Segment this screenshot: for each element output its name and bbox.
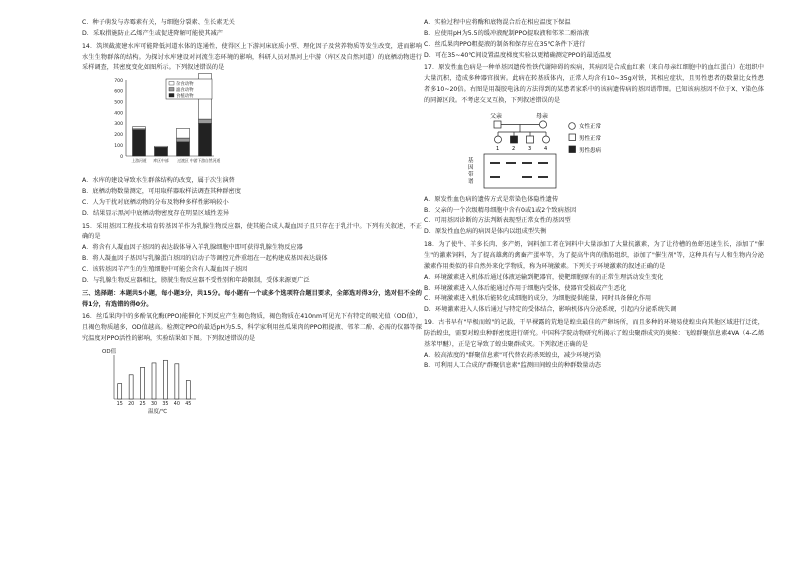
q14-ytick-label: 300 (114, 122, 123, 128)
q15-stem: 15．采用基因工程技术培育转基因羊作为乳腺生物反应器，使其能合成人凝血因子且只存在于乳汁中。下列有关叙述，不正确的是 (82, 222, 422, 241)
q14-bar-食植动物 (133, 130, 146, 156)
q17-option-c: C．可用基因诊断的方法判断表现型正常女性的基因型 (424, 217, 571, 225)
q18-option-a: A．环境激素进入机体后通过体液运输到靶器官，使靶细胞原有的正常生理活动发生变化 (424, 273, 664, 281)
q16-bar (129, 375, 133, 399)
q14-stem: 14．筑坝截流建水库可能降低河道水体的连通性，使得区上下游河床底质小型、理化因子及营养物质等发生改变，进而影响水生生物群落的结构。为探讨水库建设对河流生态环境的影响，科研人员对黑河上中游（库区及自然河道）的底栖动物进行采样调查，其密度变化如图所示。下列叙述错误的是 (82, 42, 422, 72)
q14-bar-食植动物 (155, 148, 168, 156)
pedigree-father-symbol (494, 121, 501, 128)
gene-band-label-2: 因 (468, 164, 474, 171)
q14-bar-滤食动物 (177, 138, 190, 142)
q16-xtick-label: 45 (185, 401, 192, 407)
q14-option-d: D．结果显示黑河中底栖动物密度存在明显区域性差异 (82, 209, 230, 217)
q14-legend-swatch (169, 82, 174, 86)
pedigree-num-4: 4 (544, 145, 548, 152)
q17-stem: 17．原发性血色病是一种单基因遗传性铁代谢障碍的疾病，其病因是合成血红素（来自母亲红细胞中的血红蛋白）在组织中大量沉积，造成多种器官损害。此病在转基质体内，正常人均含有10~35g对铁，其相应症状，且男性患者的数量比女性患者多10~20倍。右图是用凝胶电泳的方法得到的某患者家系中的该病遗传病的基因谱带图。已知该病基因不位于X、Y染色体的同源区段。不考虑交叉互换，下列叙述错误的是 (424, 64, 764, 104)
q14-ytick-label: 100 (114, 144, 123, 150)
q13-option-c: C．种子萌发与赤霉素有关，与细胞分裂素、生长素无关 (82, 19, 235, 26)
section-3-heading: 三、选择题：本题共5小题，每小题3分，共15分。每小题有一个或多个选项符合题目要求，全部选对得3分，选对但不全的得1分，有选错的得0分。 (82, 289, 422, 308)
left-column (82, 18, 422, 417)
q19-option-b: B．可利用人工合成的"群聚信息素"监测田间蝗虫的种群数量动态 (424, 362, 601, 370)
q15-option-d: D．与乳腺生物反应器相比，膀胱生物反应器不受性别和年龄限制，受体来源更广泛 (82, 276, 310, 284)
q15-option-b: B．将人凝血因子基因与乳腺蛋白基因的启动子等调控元件重组在一起构建成基因表达载体 (82, 255, 328, 263)
q14-bar-滤食动物 (199, 119, 212, 123)
q16-xtick-label: 40 (173, 401, 180, 407)
q14-xtick-label: 上游河道 (131, 158, 147, 164)
q14-option-c: C．人为干扰对底栖动物的分布及物种多样性影响较小 (82, 198, 229, 206)
q14-xtick-label: 过渡区 (177, 158, 189, 164)
q18-option-d: D．环境激素进入人体后通过与特定的受体结合，影响机体内分泌系统，引起内分泌系统失调 (424, 306, 677, 314)
legend-male-affected: 男性患病 (579, 147, 602, 154)
pedigree-num-1: 1 (496, 145, 500, 152)
gene-band-label-4: 谱 (468, 178, 474, 185)
q16-stem: 16．丝瓜果肉中的多酚氧化酶(PPO)能催化下列反应产生褐色物质，褐色物质在410nm可见光下有特定的吸光值（OD值），且褐色物质越多，OD值越高。检测定PPO的最适pH为5.5，科学家利用丝瓜果肉的PPO粗提液、邻苯二酚、必需的仪器等探究温度对PPO活性的影响，实验结果如下图。下列叙述错误的是 (82, 313, 422, 343)
q16-xtick-label: 35 (162, 401, 169, 407)
q16-option-d: D．可在35~40℃间设置温度梯度实验以更精确测定PPO的最适温度 (424, 51, 612, 59)
q14-legend-swatch (169, 88, 174, 92)
q14-xtick-label: 中游下游自然河道 (189, 158, 221, 164)
q16-bar (163, 360, 167, 399)
q16-xtick-label: 20 (128, 401, 135, 407)
q16-option-c: C．丝瓜果肉PPO粗提液的制备和保存应在35℃条件下进行 (424, 40, 586, 48)
pedigree-child-1 (495, 136, 502, 143)
pedigree-father-label: 父亲 (490, 112, 503, 120)
q14-bar-杂食动物 (155, 146, 168, 147)
q16-bar (141, 367, 145, 399)
q14-option-b: B．底栖动物数量测定，可用取样器取样法调查其种群密度 (82, 188, 241, 196)
q17-option-b: B．父亲的一个次级精母细胞中含有0或1或2个致病基因 (424, 206, 577, 214)
q14-xtick-label: 库区中部 (153, 158, 169, 164)
q14-ytick-label: 0 (120, 155, 123, 161)
q14-ytick-label: 500 (114, 100, 123, 106)
pedigree-figure (454, 110, 764, 192)
q16-bar (175, 364, 179, 399)
q14-ytick-label: 200 (114, 133, 123, 139)
q18-option-c: C．环境激素进入机体后能转化成细胞的成分，为细胞提供能量，同时具备催化作用 (424, 295, 652, 303)
q16-bar (118, 383, 122, 398)
q15-option-a: A．将含有人凝血因子基因的表达载体导入羊乳腺细胞中即可获得乳腺生物反应器 (82, 244, 303, 252)
legend-female-normal-symbol (569, 122, 576, 129)
q14-legend-label: 食植动物 (176, 94, 194, 100)
gene-band-panel (484, 154, 556, 188)
q16-chart (100, 347, 422, 415)
q15-option-c: C．该转基因羊产生的生殖细胞中可能会含有人凝血因子基因 (82, 265, 248, 273)
pedigree-child-3 (527, 136, 534, 143)
pedigree-num-2: 2 (512, 145, 516, 152)
q14-legend-label: 杂食动物 (176, 82, 194, 88)
pedigree-child-2 (511, 136, 518, 143)
q13-option-d: D．采取措施防止乙烯产生或促进降解可能使其减产 (82, 29, 223, 37)
pedigree-child-4 (543, 136, 550, 143)
q18-stem: 18．为了使牛、羊多长肉、多产奶，饲料加工者在饲料中大量添加了大量抗激素，为了让待槽的鱼虾迅速生长，添加了"催生"的激素饲料，为了提高雄禽的禽畜产蛋率等，为了提高牛肉的脂肪组织，添加了"催生剂"等，这种具有与人和生物内分泌激素作用类似的非自然外来化学物质，称为环境激素。下列关于环境激素的叙述正确的是 (424, 241, 764, 270)
legend-male-normal: 男性正常 (579, 135, 602, 142)
q16-option-b: B．应使用pH为5.5的缓冲液配制PPO提取液和邻苯二酚溶液 (424, 29, 589, 37)
q14-chart (106, 76, 422, 174)
q16-chart-svg (100, 347, 200, 415)
q14-legend-label: 滤食动物 (176, 88, 194, 94)
gene-band-label-3: 带 (468, 171, 474, 178)
q19-option-a: A．较高浓度的"群聚信息素"可代替农药杀死蝗虫，减少环境污染 (424, 351, 601, 359)
q14-bar-杂食动物 (177, 129, 190, 139)
q19-stem: 19．古书早有"旱极而蝗"的记载，干旱裸露的荒地是蝗虫最佳的产卵场所，而且多种的环境易使蝗虫向其他区域进行迁徙，防治蝗虫，需要对蝗虫种群密度进行研究。中国科学院动物研究所揭示了蝗虫聚群成灾的奥秘：飞蝗群聚信息素4VA（4-乙烯基苯甲醚），正是它导致了蝗虫聚群成灾。下列叙述正确的是 (424, 319, 764, 348)
q14-option-a: A．水库的建设导致水生群落结构的改变，属于次生演替 (82, 177, 235, 185)
q16-xtick-label: 30 (150, 401, 158, 407)
pedigree-mother-symbol (539, 121, 546, 128)
gene-band-label-1: 基 (468, 157, 474, 164)
q14-ytick-label: 400 (114, 111, 123, 117)
legend-male-normal-symbol (569, 134, 576, 141)
q16-xtick-label: 25 (139, 401, 146, 407)
q16-option-a: A．实验过程中应将酶和底物混合后在相应温度下保温 (424, 19, 571, 26)
q14-ytick-label: 700 (114, 79, 123, 85)
q16-ylabel: OD值 (102, 348, 117, 355)
q14-ytick-label: 600 (114, 89, 123, 95)
q17-option-a: A．原发性血色病的遗传方式是常染色体隐性遗传 (424, 195, 559, 203)
q16-bar (186, 380, 190, 398)
legend-male-affected-symbol (569, 146, 576, 153)
q18-option-b: B．环境激素进入人体后能通过作用于细胞内受体，使器官受损或产生恶化 (424, 284, 627, 292)
q14-bar-杂食动物 (133, 127, 146, 129)
q16-bar (152, 363, 156, 399)
q14-chart-svg (106, 76, 221, 174)
pedigree-svg (454, 110, 654, 192)
q14-bar-食植动物 (199, 124, 212, 157)
legend-female-normal: 女性正常 (579, 123, 602, 130)
pedigree-num-3: 3 (528, 145, 532, 152)
right-column (424, 18, 764, 372)
q14-legend-swatch (169, 94, 174, 98)
q14-bar-食植动物 (177, 142, 190, 156)
pedigree-mother-label: 母亲 (536, 112, 549, 120)
q17-option-d: D．原发性血色病的病因是体内以组成型失衡 (424, 228, 547, 236)
q16-xlabel: 温度/℃ (148, 408, 168, 415)
q16-xtick-label: 15 (116, 401, 123, 407)
